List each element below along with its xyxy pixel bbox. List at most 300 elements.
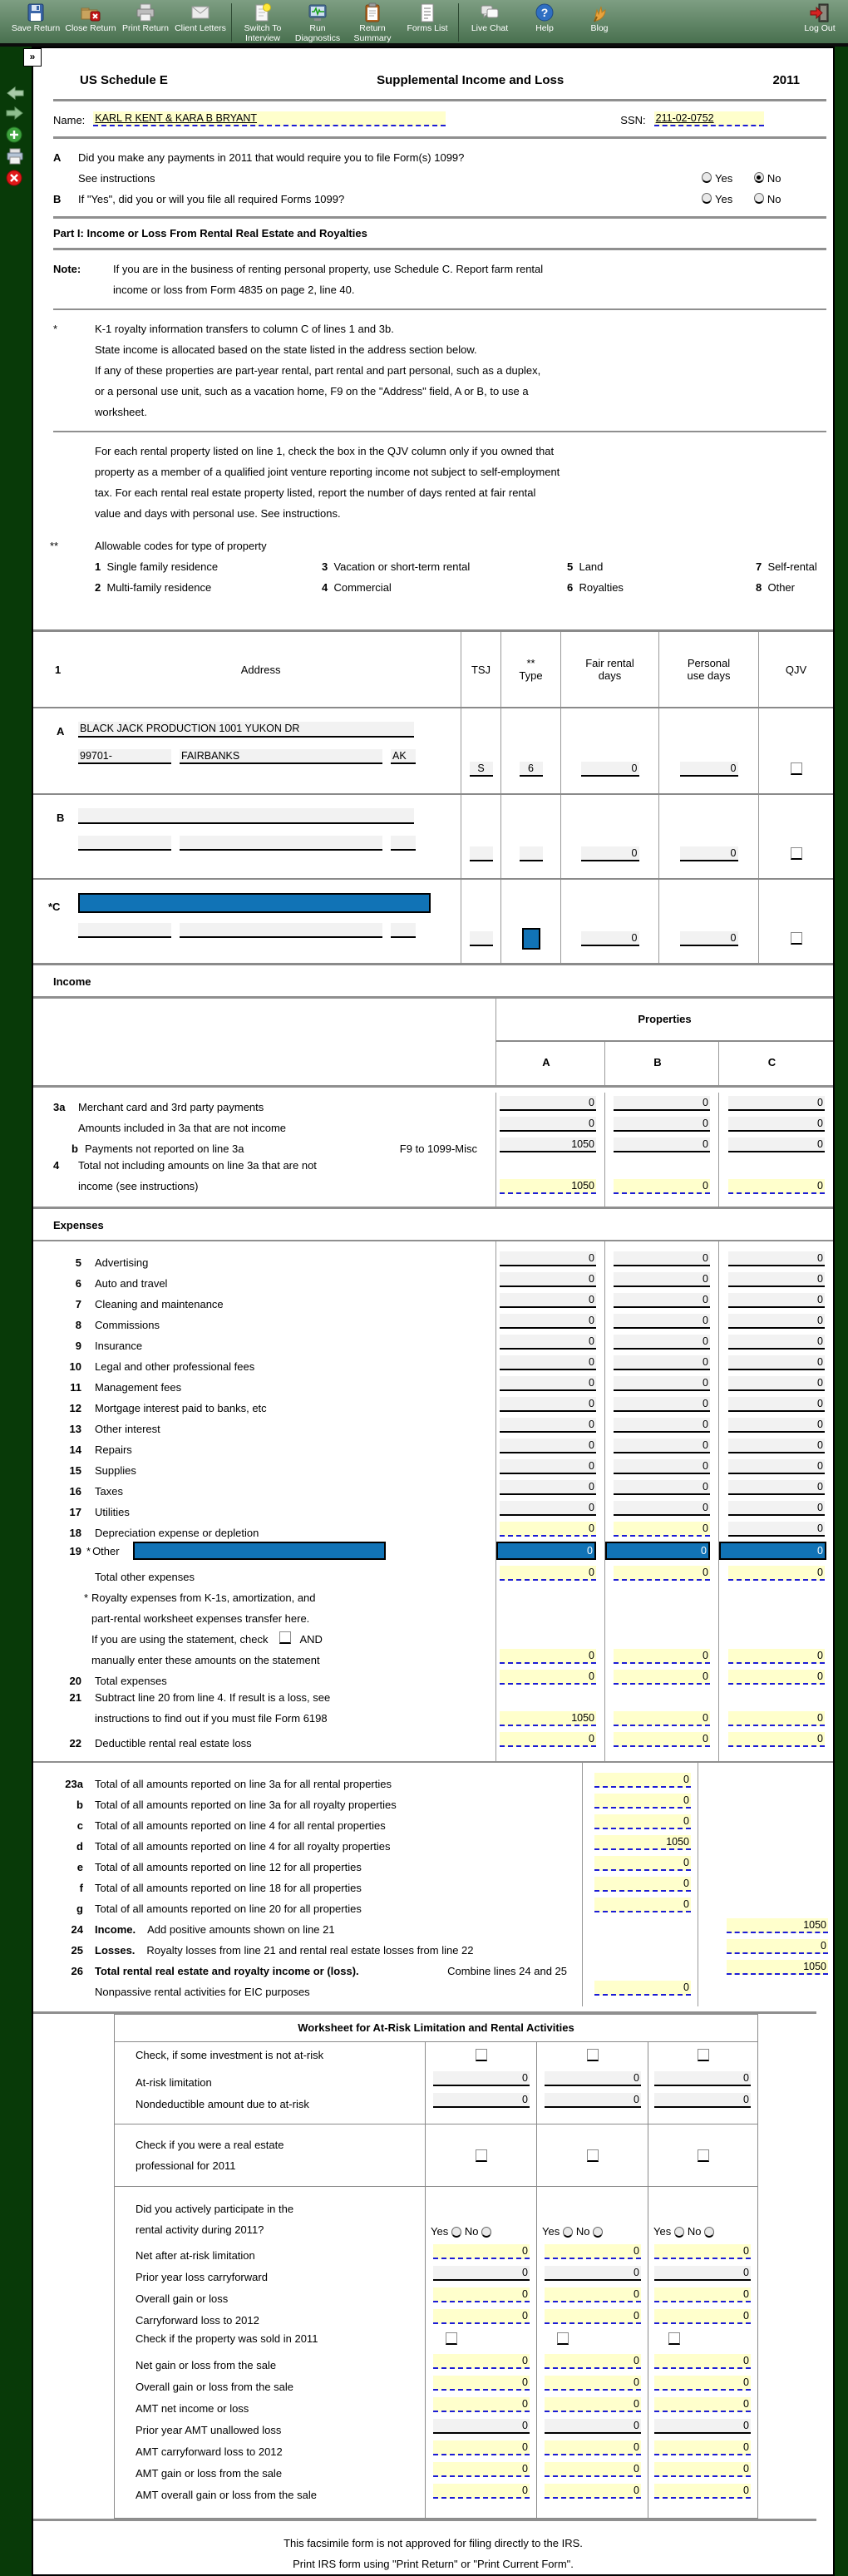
qjv-note-line: For each rental property listed on line 1, check the box in the QJV column only if you owned that [95, 445, 555, 457]
printer-icon [118, 2, 173, 23]
amount-field-focused[interactable]: 0 [719, 1542, 826, 1560]
save-return-button[interactable]: Save Return [8, 2, 63, 33]
question-b: B If "Yes", did you or will you file all required Forms 1099? Yes No [53, 193, 781, 205]
amount-field[interactable]: 0 [728, 1272, 825, 1287]
amount-field[interactable]: 0 [545, 2266, 641, 2281]
amount-field[interactable]: 0 [654, 2440, 751, 2455]
amount-field[interactable]: 0 [594, 1897, 691, 1912]
amount-field[interactable]: 0 [594, 1773, 691, 1788]
k1-note-block: * K-1 royalty information transfers to column C of lines 1 and 3b. State income is allocated based on the state listed in the address section below. If any of these properties are part-year rental, part rental and part personal, such as a duplex, or a personal use unit, such as a vacation home, F9 on the "Address" field, A or B, to use a worksheet. [53, 318, 826, 422]
not-at-risk-checkbox-c[interactable] [698, 2049, 709, 2061]
not-at-risk-row: Check, if some investment is not at-risk [115, 2042, 757, 2067]
part1-title: Part I: Income or Loss From Rental Real Estate and Royalties [53, 227, 367, 239]
expense-row: 8 Commissions 0 0 0 [33, 1310, 833, 1331]
schedule-e-form-page [32, 47, 835, 2576]
sold-checkbox-c[interactable] [668, 2332, 680, 2345]
amount-field[interactable]: 0 [728, 1418, 825, 1433]
qjv-checkbox-a[interactable] [791, 762, 802, 775]
form-header [80, 73, 800, 87]
amount-field[interactable]: 0 [500, 1355, 596, 1370]
amount-field[interactable]: 0 [614, 1459, 710, 1474]
amount-field-focused[interactable]: 0 [605, 1542, 710, 1560]
amount-field[interactable]: 0 [614, 1376, 710, 1391]
help-question-icon [517, 2, 572, 23]
tsj-field-a[interactable]: S [470, 762, 493, 777]
svg-text:?: ? [540, 6, 549, 19]
sold-checkbox-a[interactable] [446, 2332, 457, 2345]
amount-field[interactable]: 0 [654, 2244, 751, 2259]
other-expense-desc-field-focused[interactable] [133, 1542, 386, 1560]
re-professional-row: Check if you were a real estate professional for 2011 [115, 2124, 757, 2186]
net-after-at-risk-row: Net after at-risk limitation 0 0 0 [115, 2240, 757, 2262]
log-out-button[interactable]: Log Out [795, 2, 845, 33]
toolbar-separator [458, 3, 459, 42]
toolbar [0, 0, 848, 47]
address-field-b[interactable] [78, 808, 414, 824]
print-return-button[interactable]: Print Return [118, 2, 173, 33]
at-risk-worksheet [114, 2014, 758, 2519]
expense-row: 15 Supplies 0 0 0 [33, 1456, 833, 1477]
amount-field[interactable]: 0 [728, 1439, 825, 1453]
amount-field[interactable]: 0 [545, 2440, 641, 2455]
amount-field[interactable]: 0 [594, 1856, 691, 1871]
amount-field[interactable]: 0 [728, 1376, 825, 1391]
not-at-risk-checkbox-b[interactable] [587, 2049, 599, 2061]
line-26-row: 26 Total rental real estate and royalty income or (loss). Combine lines 24 and 25 1050 [33, 1957, 833, 1977]
amount-field[interactable]: 0 [614, 1096, 710, 1111]
amount-field[interactable]: 0 [433, 2093, 530, 2108]
qjv-note-block [53, 441, 826, 524]
line-3a2-row: Amounts included in 3a that are not income 0 0 0 [33, 1113, 833, 1134]
type-field-b[interactable] [520, 846, 543, 861]
amount-field[interactable]: 0 [614, 1179, 710, 1194]
amount-field[interactable]: 1050 [500, 1179, 596, 1194]
qjv-checkbox-c[interactable] [791, 932, 802, 945]
personal-days-field-a[interactable]: 0 [680, 762, 738, 777]
line-19-row: 19 * Other 0 0 0 [33, 1539, 833, 1562]
property-row-b: B 0 0 [33, 795, 833, 878]
fair-days-field-a[interactable]: 0 [581, 762, 639, 777]
envelope-icon [173, 2, 228, 23]
line-22-row: 22 Deductible rental real estate loss 0 0 0 [33, 1729, 833, 1749]
amount-field[interactable]: 0 [614, 1418, 710, 1433]
net-gain-sale-row: Net gain or loss from the sale 0 0 0 [115, 2350, 757, 2371]
amount-field[interactable]: 0 [545, 2376, 641, 2391]
amount-field[interactable]: 0 [545, 2484, 641, 2499]
footer-line1: This facsimile form is not approved for filing directly to the IRS. [283, 2537, 583, 2549]
amount-field[interactable]: 0 [728, 1335, 825, 1350]
name-field[interactable]: KARL R KENT & KARA B BRYANT [93, 111, 446, 126]
amount-field[interactable]: 0 [728, 1566, 825, 1581]
amount-field[interactable]: 0 [433, 2462, 530, 2477]
note-line: If you are in the business of renting personal property, use Schedule C. Report farm rental [113, 263, 544, 275]
active-participation-row: Did you actively participate in the rental activity during 2011? Yes No Yes No Yes No [115, 2186, 757, 2240]
line-24-row: 24 Income. Add positive amounts shown on line 21 1050 [33, 1915, 833, 1936]
amount-field[interactable]: 0 [614, 1117, 710, 1132]
amount-field[interactable]: 1050 [594, 1835, 691, 1850]
property-sold-row: Check if the property was sold in 2011 [115, 2327, 757, 2350]
amount-field[interactable]: 0 [728, 1522, 825, 1537]
amount-field[interactable]: 0 [433, 2071, 530, 2086]
expenses-title: Expenses [53, 1219, 104, 1231]
amount-field[interactable]: 0 [500, 1459, 596, 1474]
amount-field[interactable]: 0 [654, 2484, 751, 2499]
amt-overall-sale-row: AMT overall gain or loss from the sale 0 0 0 [115, 2480, 757, 2501]
personal-days-field-b[interactable]: 0 [680, 846, 738, 861]
amount-field[interactable]: 0 [433, 2397, 530, 2412]
amount-field[interactable]: 0 [594, 1877, 691, 1892]
k1-note-line: or a personal use unit, such as a vacation home, F9 on the "Address" field, A or B, to use a [95, 385, 529, 397]
qjv-note-line: value and days with personal use. See instructions. [95, 507, 341, 520]
expense-row: 16 Taxes 0 0 0 [33, 1477, 833, 1498]
form-title: Supplemental Income and Loss [377, 73, 565, 87]
amount-field[interactable]: 0 [728, 1501, 825, 1516]
carryforward-2012-row: Carryforward loss to 2012 0 0 0 [115, 2305, 757, 2327]
amount-field[interactable]: 0 [728, 1397, 825, 1412]
amount-field[interactable]: 0 [654, 2397, 751, 2412]
amount-field[interactable]: 0 [594, 1794, 691, 1809]
question-a: A Did you make any payments in 2011 that would require you to file Form(s) 1099? See instructions Yes No B If "Yes", did you or will you file all required Forms 1099? Yes No [53, 147, 826, 210]
amount-field[interactable]: 0 [500, 1566, 596, 1581]
worksheet-title: Worksheet for At-Risk Limitation and Rental Activities [115, 2015, 757, 2042]
amount-field[interactable]: 0 [728, 1670, 825, 1685]
amount-field[interactable]: 0 [614, 1251, 710, 1266]
amount-field[interactable]: 0 [728, 1314, 825, 1329]
total-row: 23a Total of all amounts reported on line 3a for all rental properties 0 [33, 1769, 833, 1790]
property-table [33, 629, 833, 965]
amount-field[interactable]: 0 [500, 1522, 596, 1537]
amount-field[interactable]: 1050 [500, 1137, 596, 1152]
blog-quill-icon [572, 2, 627, 23]
at-risk-limitation-row: At-risk limitation 0 0 0 [115, 2067, 757, 2089]
active-yes-radio-b[interactable] [563, 2227, 573, 2238]
amount-field[interactable]: 0 [614, 1293, 710, 1308]
switch-to-interview-button[interactable]: Switch To Interview [235, 2, 290, 43]
question-a-yes-radio[interactable]: Yes [702, 172, 732, 185]
amount-field[interactable]: 0 [545, 2287, 641, 2302]
amount-field[interactable]: 0 [500, 1649, 596, 1664]
tsj-field-b[interactable] [470, 846, 493, 861]
amount-field[interactable]: 0 [545, 2309, 641, 2324]
amount-field[interactable]: 0 [545, 2093, 641, 2108]
form-year: 2011 [772, 73, 800, 87]
amount-field[interactable]: 0 [614, 1501, 710, 1516]
amount-field[interactable]: 0 [433, 2309, 530, 2324]
expense-row: 9 Insurance 0 0 0 [33, 1331, 833, 1352]
amount-field[interactable]: 0 [614, 1566, 710, 1581]
amt-net-income-row: AMT net income or loss 0 0 0 [115, 2393, 757, 2415]
qjv-checkbox-b[interactable] [791, 847, 802, 860]
add-form-icon[interactable] [6, 126, 22, 147]
diagnostics-monitor-icon [290, 2, 345, 23]
k1-note-line: State income is allocated based on the state listed in the address section below. [95, 343, 477, 356]
state-field-a[interactable]: AK [391, 749, 416, 764]
amount-field[interactable]: 0 [433, 2376, 530, 2391]
amount-field[interactable]: 0 [614, 1137, 710, 1152]
amount-field[interactable]: 0 [433, 2244, 530, 2259]
type-field-a[interactable]: 6 [520, 762, 543, 777]
total-row: f Total of all amounts reported on line 18 for all properties 0 [33, 1873, 833, 1894]
amount-field[interactable]: 0 [433, 2354, 530, 2369]
amount-field[interactable]: 0 [500, 1418, 596, 1433]
totals-rows [33, 1769, 833, 1915]
amount-field[interactable]: 0 [728, 1251, 825, 1266]
zip-field-b[interactable] [78, 836, 171, 851]
save-icon [8, 2, 63, 23]
address-field-c-focused[interactable] [78, 893, 431, 913]
qjv-note-line: tax. For each rental real estate property listed, report the number of days rented at fair rental [95, 486, 536, 499]
expense-row: 5 Advertising 0 0 0 [33, 1248, 833, 1269]
qjv-note-line: property as a member of a qualified joint venture reporting income not subject to self-employment [95, 466, 560, 478]
amount-field[interactable]: 0 [500, 1376, 596, 1391]
line-3a-row: 3a Merchant card and 3rd party payments 0 0 0 [33, 1093, 833, 1113]
blog-button[interactable]: Blog [572, 2, 627, 33]
line-4-row: 4 Total not including amounts on line 3a that are not income (see instructions) 1050 0 0 [33, 1155, 833, 1197]
type-field-c[interactable] [522, 928, 540, 950]
expense-row: 12 Mortgage interest paid to banks, etc 0 0 0 [33, 1394, 833, 1414]
amount-field[interactable]: 0 [614, 1355, 710, 1370]
amount-field[interactable]: 0 [500, 1251, 596, 1266]
amount-field[interactable]: 0 [500, 1397, 596, 1412]
line-18-row: 18 Depreciation expense or depletion 0 0 0 [33, 1518, 833, 1539]
amount-field[interactable]: 1050 [500, 1711, 596, 1726]
line-20-row: 20 Total expenses 0 0 0 [33, 1666, 833, 1687]
amount-field[interactable]: 0 [545, 2354, 641, 2369]
amount-field[interactable]: 0 [433, 2419, 530, 2434]
nonpassive-row: Nonpassive rental activities for EIC purposes 0 [33, 1977, 833, 1998]
amount-field[interactable]: 0 [728, 1096, 825, 1111]
ssn-label: SSN: [620, 114, 646, 126]
clipboard-icon [345, 2, 400, 23]
amount-field[interactable]: 0 [500, 1501, 596, 1516]
city-field-a[interactable]: FAIRBANKS [180, 749, 382, 764]
amt-gain-sale-row: AMT gain or loss from the sale 0 0 0 [115, 2458, 757, 2480]
codes-block: ** Allowable codes for type of property 1 Single family residence 3 Vacation or short-term rental 5 Land 7 Self-rental 2 Multi-family residence 4 Commercial 6 Royalties 8 Other [50, 540, 817, 594]
close-folder-icon [63, 2, 118, 23]
re-professional-checkbox-b[interactable] [587, 2149, 599, 2162]
properties-columns: A B C [33, 1042, 833, 1085]
expand-panel-tab[interactable]: » [23, 48, 42, 67]
amount-field[interactable]: 0 [614, 1711, 710, 1726]
k1-note-line: worksheet. [95, 406, 147, 418]
expense-row: 17 Utilities 0 0 0 [33, 1498, 833, 1518]
amount-field[interactable]: 0 [614, 1335, 710, 1350]
amount-field[interactable]: 0 [500, 1272, 596, 1287]
amount-field[interactable]: 0 [545, 2244, 641, 2259]
amount-field[interactable]: 0 [433, 2484, 530, 2499]
amount-field[interactable]: 0 [500, 1670, 596, 1685]
active-no-radio-c[interactable] [704, 2227, 714, 2238]
statement-checkbox[interactable] [279, 1631, 291, 1644]
amount-field[interactable]: 0 [728, 1117, 825, 1132]
amount-field[interactable]: 1050 [727, 1960, 828, 1975]
amount-field[interactable]: 0 [728, 1649, 825, 1664]
expense-rows [33, 1248, 833, 1518]
state-field-c[interactable] [391, 923, 416, 938]
ssn-field[interactable]: 211-02-0752 [654, 111, 764, 126]
amount-field[interactable]: 0 [500, 1335, 596, 1350]
line-3b-row: b Payments not reported on line 3a F9 to 1099-Misc 1050 0 0 [33, 1134, 833, 1155]
amount-field[interactable]: 0 [728, 1179, 825, 1194]
amount-field[interactable]: 0 [500, 1096, 596, 1111]
active-yes-radio-a[interactable] [451, 2227, 461, 2238]
amount-field[interactable]: 0 [614, 1314, 710, 1329]
expense-row: 13 Other interest 0 0 0 [33, 1414, 833, 1435]
print-form-icon[interactable] [6, 148, 24, 169]
amount-field[interactable]: 0 [728, 1355, 825, 1370]
tsj-field-c[interactable] [470, 931, 493, 946]
chat-bubbles-icon [462, 2, 517, 23]
amount-field[interactable]: 0 [500, 1439, 596, 1453]
delete-form-icon[interactable] [6, 170, 22, 190]
amount-field[interactable]: 0 [614, 1649, 710, 1664]
amount-field[interactable]: 0 [654, 2093, 751, 2108]
overall-gain-loss-row: Overall gain or loss 0 0 0 [115, 2283, 757, 2305]
amount-field[interactable]: 0 [545, 2071, 641, 2086]
k1-note-line: If any of these properties are part-year rental, part rental and part personal, such as a duplex, [95, 364, 541, 377]
amount-field[interactable]: 0 [545, 2397, 641, 2412]
address-field-a[interactable]: BLACK JACK PRODUCTION 1001 YUKON DR [78, 722, 414, 738]
amount-field[interactable]: 0 [545, 2419, 641, 2434]
royalty-note-line4: manually enter these amounts on the statement 0 0 0 [33, 1646, 833, 1666]
amount-field[interactable]: 1050 [727, 1918, 828, 1933]
amount-field[interactable]: 0 [614, 1272, 710, 1287]
amount-field[interactable]: 0 [433, 2440, 530, 2455]
income-title: Income [53, 975, 91, 988]
amount-field[interactable]: 0 [654, 2266, 751, 2281]
amount-field[interactable]: 0 [500, 1732, 596, 1747]
form-name: US Schedule E [80, 73, 168, 87]
amount-field[interactable]: 0 [728, 1137, 825, 1152]
amount-field[interactable]: 0 [614, 1670, 710, 1685]
state-field-b[interactable] [391, 836, 416, 851]
name-row [53, 111, 826, 126]
city-field-b[interactable] [180, 836, 382, 851]
city-field-c[interactable] [180, 923, 382, 938]
amount-field[interactable]: 0 [614, 1439, 710, 1453]
amount-field[interactable]: 0 [654, 2071, 751, 2086]
back-arrow-icon[interactable] [6, 86, 24, 104]
total-other-expenses-row: Total other expenses 0 0 0 [33, 1562, 833, 1583]
facsimile-footer [33, 2533, 833, 2574]
amount-field[interactable]: 0 [500, 1293, 596, 1308]
expense-row: 7 Cleaning and maintenance 0 0 0 [33, 1290, 833, 1310]
amount-field[interactable]: 0 [433, 2287, 530, 2302]
zip-field-a[interactable]: 99701- [78, 749, 171, 764]
active-no-radio-a[interactable] [481, 2227, 491, 2238]
expense-row: 14 Repairs 0 0 0 [33, 1435, 833, 1456]
total-row: e Total of all amounts reported on line 12 for all properties 0 [33, 1853, 833, 1873]
k1-note-line: K-1 royalty information transfers to column C of lines 1 and 3b. [95, 323, 394, 335]
property-row-a: A BLACK JACK PRODUCTION 1001 YUKON DR 99701- FAIRBANKS AK S 6 0 0 [33, 708, 833, 793]
total-row: c Total of all amounts reported on line 4 for all rental properties 0 [33, 1811, 833, 1832]
footer-line2: Print IRS form using "Print Return" or "Print Current Form". [293, 2558, 574, 2570]
line-21-row: 21 Subtract line 20 from line 4. If result is a loss, see instructions to find out if you must file Form 6198 1050 0 0 [33, 1687, 833, 1729]
amount-field-focused[interactable]: 0 [496, 1542, 596, 1560]
amount-field[interactable]: 0 [728, 1711, 825, 1726]
left-sidebar [0, 47, 32, 2576]
amount-field[interactable]: 0 [654, 2419, 751, 2434]
total-row: g Total of all amounts reported on line 20 for all properties 0 [33, 1894, 833, 1915]
amount-field[interactable]: 0 [654, 2287, 751, 2302]
total-row: d Total of all amounts reported on line 4 for all royalty properties 1050 [33, 1832, 833, 1853]
question-b-yes-radio[interactable]: Yes [702, 193, 732, 205]
amount-field[interactable]: 0 [654, 2462, 751, 2477]
amount-field[interactable]: 0 [545, 2462, 641, 2477]
amount-field[interactable]: 0 [728, 1459, 825, 1474]
amount-field[interactable]: 0 [500, 1117, 596, 1132]
amount-field[interactable]: 0 [614, 1732, 710, 1747]
amount-field[interactable]: 0 [727, 1939, 828, 1954]
forms-list-button[interactable]: Forms List [400, 2, 455, 33]
amount-field[interactable]: 0 [654, 2309, 751, 2324]
amount-field[interactable]: 0 [614, 1397, 710, 1412]
fair-days-field-b[interactable]: 0 [581, 846, 639, 861]
active-no-radio-b[interactable] [593, 2227, 603, 2238]
question-b-no-radio[interactable]: No [754, 193, 781, 205]
return-summary-button[interactable]: Return Summary [345, 2, 400, 43]
amount-field[interactable]: 0 [594, 1814, 691, 1829]
amount-field[interactable]: 0 [654, 2376, 751, 2391]
royalty-note-line2: part-rental worksheet expenses transfer here. [33, 1604, 833, 1625]
question-a-no-radio[interactable]: No [754, 172, 781, 185]
amount-field[interactable]: 0 [654, 2354, 751, 2369]
amount-field[interactable]: 0 [728, 1732, 825, 1747]
re-professional-checkbox-c[interactable] [698, 2149, 709, 2162]
amount-field[interactable]: 0 [614, 1522, 710, 1537]
zip-field-c[interactable] [78, 923, 171, 938]
active-yes-radio-c[interactable] [674, 2227, 684, 2238]
property-row-c: *C 0 0 [33, 880, 833, 963]
forms-list-icon [400, 2, 455, 23]
personal-days-field-c[interactable]: 0 [680, 931, 738, 946]
note-line: income or loss from Form 4835 on page 2, line 40. [113, 284, 355, 296]
help-button[interactable]: ? Help [517, 2, 572, 33]
line-25-row: 25 Losses. Royalty losses from line 21 and rental real estate losses from line 22 0 [33, 1936, 833, 1957]
client-letters-button[interactable]: Client Letters [173, 2, 228, 33]
live-chat-button[interactable]: Live Chat [462, 2, 517, 33]
amount-field[interactable]: 0 [728, 1480, 825, 1495]
amount-field[interactable]: 0 [433, 2266, 530, 2281]
note-block: Note: If you are in the business of renting personal property, use Schedule C. Report farm rental income or loss from Form 4835 on page 2, line 40. [53, 259, 826, 300]
prior-year-loss-row: Prior year loss carryforward 0 0 0 [115, 2262, 757, 2283]
interview-page-icon [235, 2, 290, 23]
run-diagnostics-button[interactable]: Run Diagnostics [290, 2, 345, 43]
overall-gain-sale-row: Overall gain or loss from the sale 0 0 0 [115, 2371, 757, 2393]
total-row: b Total of all amounts reported on line 3a for all royalty properties 0 [33, 1790, 833, 1811]
amount-field[interactable]: 0 [500, 1480, 596, 1495]
close-return-button[interactable]: Close Return [63, 2, 118, 33]
amount-field[interactable]: 0 [594, 1981, 691, 1996]
forward-arrow-icon[interactable] [6, 106, 24, 124]
royalty-note-line3: If you are using the statement, check AND [33, 1625, 833, 1646]
expense-row: 10 Legal and other professional fees 0 0 0 [33, 1352, 833, 1373]
nondeductible-row: Nondeductible amount due to at-risk 0 0 0 [115, 2089, 757, 2110]
fair-days-field-c[interactable]: 0 [581, 931, 639, 946]
amount-field[interactable]: 0 [614, 1480, 710, 1495]
royalty-note-line1: * Royalty expenses from K-1s, amortization, and [33, 1583, 833, 1604]
amount-field[interactable]: 0 [500, 1314, 596, 1329]
re-professional-checkbox-a[interactable] [476, 2149, 487, 2162]
not-at-risk-checkbox-a[interactable] [476, 2049, 487, 2061]
sold-checkbox-b[interactable] [557, 2332, 569, 2345]
log-out-icon [795, 2, 845, 23]
amount-field[interactable]: 0 [728, 1293, 825, 1308]
expense-row: 11 Management fees 0 0 0 [33, 1373, 833, 1394]
property-table-header: 1 Address TSJ ** Type Fair rental days Personal use days QJV [33, 632, 833, 707]
prior-amt-unallowed-row: Prior year AMT unallowed loss 0 0 0 [115, 2415, 757, 2436]
expense-row: 6 Auto and travel 0 0 0 [33, 1269, 833, 1290]
